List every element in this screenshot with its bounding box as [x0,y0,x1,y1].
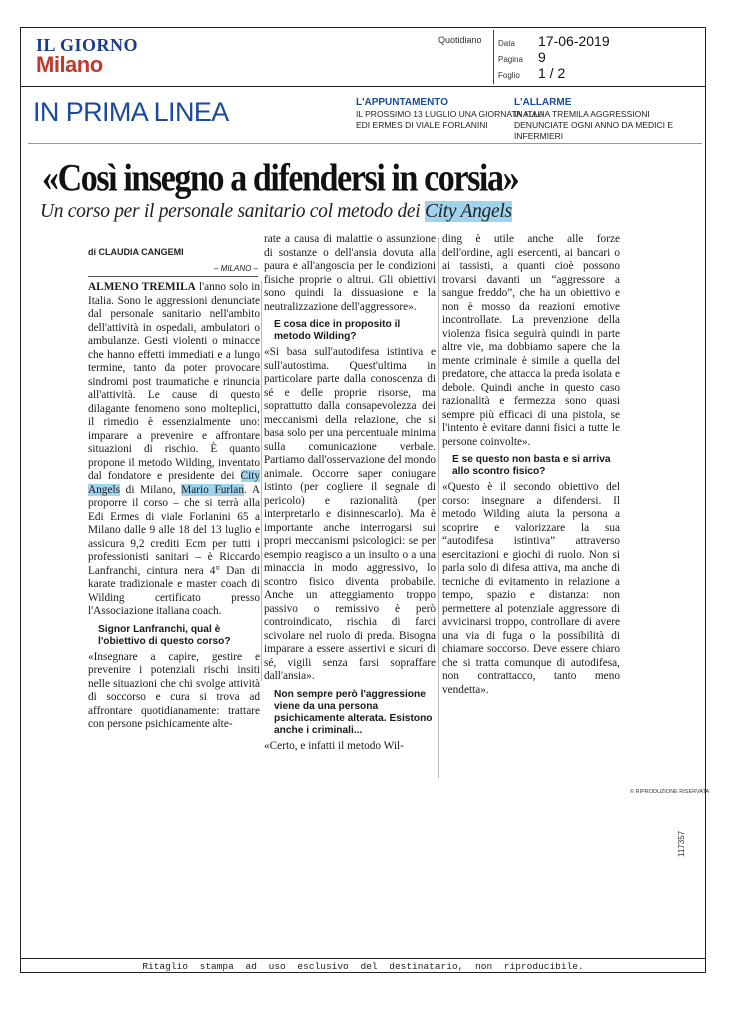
newspaper-logo [36,36,138,76]
column-divider [438,238,439,778]
paragraph: «Questo è il secondo obiettivo del corso: insegnare a difendersi. Il metodo Wilding aiuta la persona a scoprire e valorizzare la sua “autodifesa istintiva” attraverso esercitazioni e giochi di ruolo. Non si parla solo di difesa attiva, ma anche di tecniche di evitamento in relazione a tempo, spazio e distanza: non permettere al potenziale aggressore di avvicinarsi troppo, controllare di avere una via di fuga o la possibilità di chiamare soccorso. Deve essere chiaro che si tratta comunque di autodifesa, non contrattacco, tanto meno vendetta». [442,481,620,696]
byline: di CLAUDIA CANGEMI [88,247,184,257]
article-headline: «Così insegno a difendersi in corsia» [42,157,519,200]
byline-rule [88,276,258,277]
column-divider [261,281,262,681]
kicker-title: L'ALLARME [514,97,572,108]
publication-meta [498,33,610,81]
interview-question: E se questo non basta e si arriva allo scontro fisico? [452,454,611,477]
meta-label: Foglio [498,71,520,80]
paragraph: rate a causa di malattie o assunzione di sostanze o dell'ansia dovuta alla paura e all'angoscia per le condizioni fisiche proprie o altrui. Gli obiettivi sono quindi la dissuasione e la neutralizzazione dell'aggressore». [264,233,436,313]
text: . A proporre il corso – che si terrà alla Edi Ermes di viale Forlanini 65 a Milano dalle 9 alle 18 del 13 luglio e assicura 9,2 crediti Ecm per tutti i professionisti sanitari – è Riccardo Lanfranchi, cintura nera 4° Dan di karate tradizionale e master coach di Wilding certificato presso l'Associazione italiana coach. [88,483,260,617]
logo-city: Milano [36,52,103,77]
paragraph: «Insegnare a capire, gestire e prevenire i potenziali rischi insiti nelle situazioni che chi svolge attività di soccorso e cura si trova ad affrontare quotidianamente: trattare con persone psichicamente alte- [88,650,260,730]
article-subhead [40,201,512,223]
article-column-3 [442,233,620,697]
kicker-text: IN ITALIA TREMILA AGGRESSIONI DENUNCIATE OGNI ANNO DA MEDICI E INFERMIERI [514,109,674,141]
meta-value: 1 / 2 [538,65,566,81]
article-column-2 [264,233,436,753]
interview-question: E cosa dice in proposito il metodo Wilding? [274,319,401,342]
publication-type: Quotidiano [438,35,482,45]
subhead-text: Un corso per il personale sanitario col metodo dei [40,201,425,222]
header-divider [493,30,494,84]
clipping-code: 117357 [677,830,686,857]
section-rule [28,143,702,144]
footer-notice: Ritaglio stampa ad uso esclusivo del destinatario, non riproducibile. [142,961,584,972]
text: di Milano, [120,483,182,496]
meta-value: 17-06-2019 [538,33,610,49]
paragraph: «Certo, e infatti il metodo Wil- [264,739,404,752]
meta-label: Pagina [498,55,523,64]
logo-title: IL GIORNO [36,35,139,55]
meta-row-page [498,49,610,65]
interview-question: Signor Lanfranchi, qual è l'obiettivo di questo corso? [98,623,231,647]
footer-rule [20,958,706,959]
kicker-alarm [514,97,704,142]
meta-row-sheet [498,65,610,81]
paragraph: ding è utile anche alle forze dell'ordine, agli esercenti, ai bancari o ai tassisti, a quanti cioè possono trovarsi davanti un “aggressore a sangue freddo”, che ha un obiettivo e non è mosso da reazioni emotive incontrollate. La prevenzione della violenza fisica seguirà quindi in parte altre vie, ma dobbiamo sapere che la mente criminale è simile a quella del predatore, che attacca la preda isolata e debole. Quindi anche in questo caso razionalità e fermezza sono quasi sempre più efficaci di una pistola, se l'intento è evitare danni fisici a tutte le persone coinvolte». [442,233,620,448]
lead-in: ALMENO TREMILA [88,281,196,293]
interview-question: Non sempre però l'aggressione viene da una persona psichicamente alterata. Esistono anche i criminali... [274,688,433,736]
text: l'anno solo in Italia. Sono le aggressioni denunciate dal personale sanitario nell'ambito dell'attività in ospedali, ambulatori o ambulanze. Gesti violenti o minacce che hanno effetti immediati e a lungo termine, tanto da poter provocare sindromi post traumatiche e rinuncia all'attività. Le cause di questo dilagante fenomeno sono molteplici, il rimedio è essenzialmente uno: imparare a prevenire e affrontare situazioni di rischio. È quanto propone il metodo Wilding, inventato dal fondatore e presidente dei [88,281,261,482]
copyright-notice: © RIPRODUZIONE RISERVATA [630,789,710,795]
meta-value: 9 [538,49,546,65]
subhead-highlight: City Angels [424,201,512,222]
highlight-city-angels: City Angels [88,470,260,496]
highlight-mario-furlan: Mario Furlan [181,483,244,496]
dateline: – MILANO – [213,264,258,273]
meta-label: Data [498,39,515,48]
section-title: IN PRIMA LINEA [33,97,229,127]
kicker-title: L'APPUNTAMENTO [356,97,449,108]
article-column-1 [88,281,260,732]
paragraph: «Si basa sull'autodifesa istintiva e sull'autostima. Quest'ultima in particolare parte dalla conoscenza di sé e delle proprie risorse, ma soprattutto dalla consapevolezza dei meccanismi della relazione, che si basa solo per una percentuale minima sulla comunicazione verbale. Partiamo dall'osservazione del mondo animale. Occorre saper coniugare istinto (per cogliere il segnale di pericolo) e razionalità (per interpretarlo e disinnescarlo). Ma è importante anche interrogarsi sui propri meccanismi psicologici: se per esempio reagisco a un insulto o a una minaccia in modo aggressivo, lo scontro fisico diventa probabile. Anche un atteggiamento troppo passivo o remissivo è però controindicato, rischia di farci scivolare nel ruolo di preda. Bisogna imparare a essere assertivi e sicuri di sé, vigili senza farsi sopraffare dall'ansia». [264,346,436,682]
meta-row-date [498,33,610,49]
header-rule [20,86,706,87]
paragraph [88,281,260,619]
kicker-text: IL PROSSIMO 13 LUGLIO UNA GIORNATA ALLA EDI ERMES DI VIALE FORLANINI [356,109,544,130]
